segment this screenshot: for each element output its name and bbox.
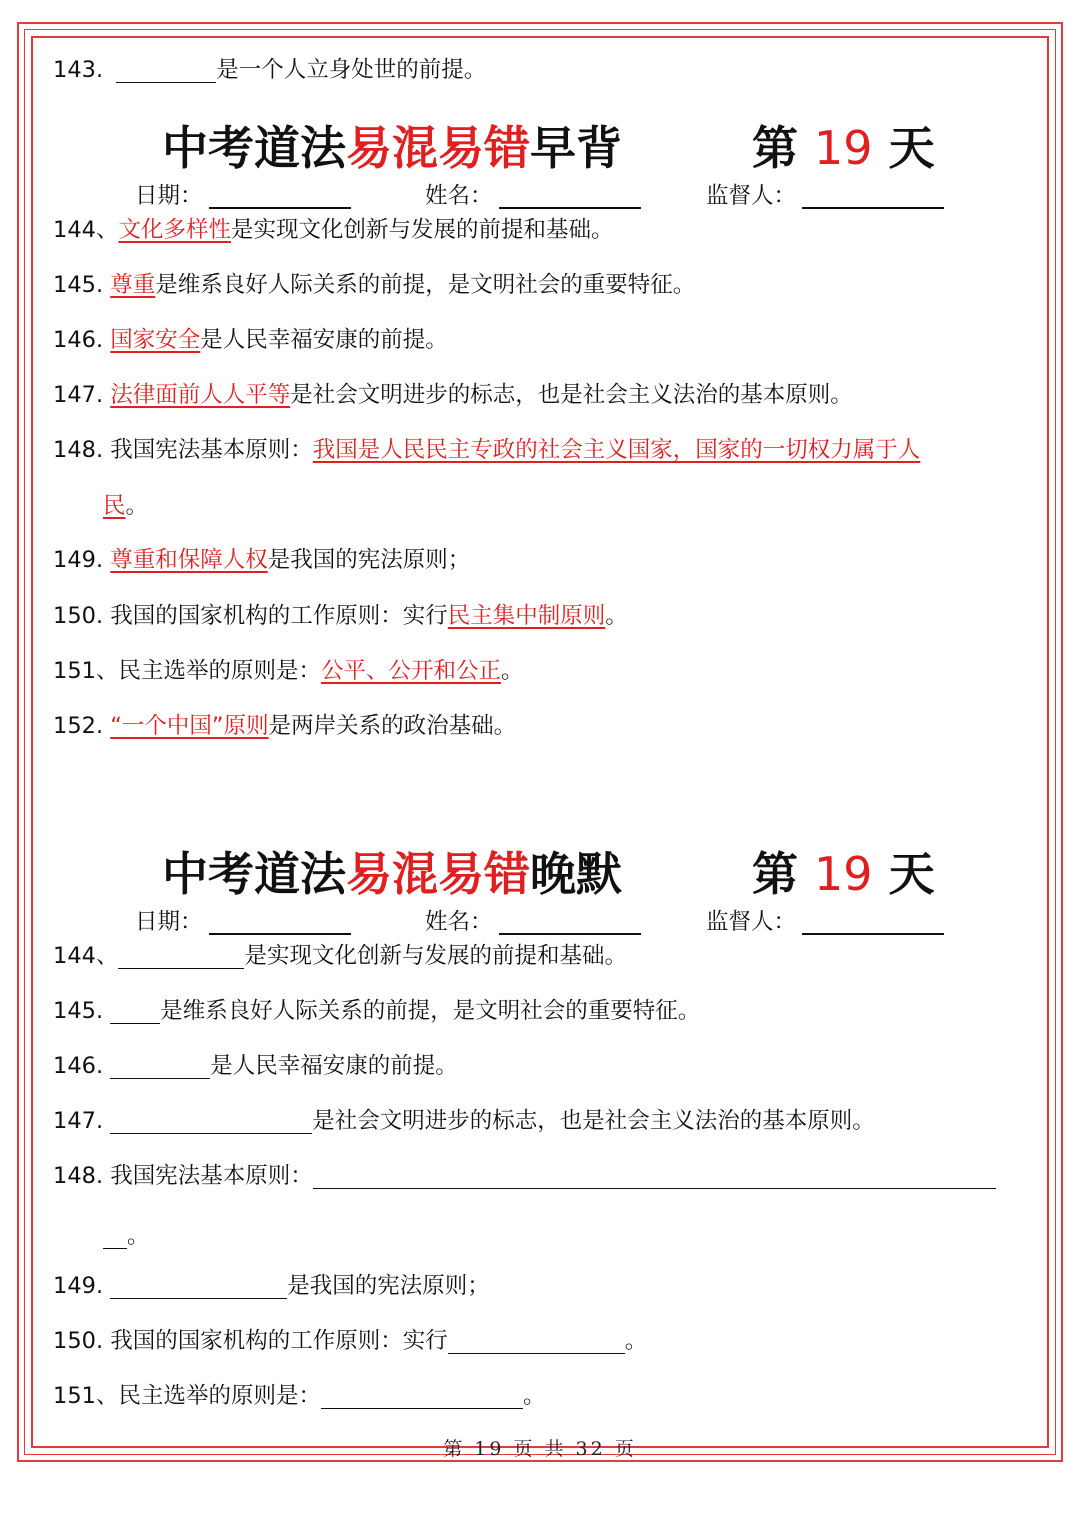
- question-143: 143. 是一个人立身处世的前提。: [53, 57, 487, 83]
- evening-fields: [0, 904, 1080, 936]
- morning-item-146: 146. 国家安全是人民幸福安康的前提。: [53, 327, 448, 353]
- morning-item-149: 149. 尊重和保障人权是我国的宪法原则；: [53, 547, 471, 573]
- supervisor-field[interactable]: 监督人：: [706, 178, 944, 210]
- evening-item-144: 144、 是实现文化创新与发展的前提和基础。: [53, 943, 627, 969]
- answer-blank[interactable]: [118, 944, 244, 969]
- morning-item-152: 152. “一个中国”原则是两岸关系的政治基础。: [53, 713, 517, 739]
- answer-blank[interactable]: [110, 1274, 287, 1299]
- morning-item-151: 151、民主选举的原则是：公平、公开和公正。: [53, 658, 524, 684]
- evening-item-145: 145. 是维系良好人际关系的前提，是文明社会的重要特征。: [53, 998, 701, 1024]
- morning-item-147: 147. 法律面前人人平等是社会文明进步的标志，也是社会主义法治的基本原则。: [53, 382, 853, 408]
- evening-item-147: 147. 是社会文明进步的标志，也是社会主义法治的基本原则。: [53, 1108, 875, 1134]
- answer-blank[interactable]: [313, 1164, 996, 1189]
- morning-item-144: 144、文化多样性是实现文化创新与发展的前提和基础。: [53, 217, 614, 243]
- morning-item-148-cont: 民。: [103, 493, 149, 519]
- answer-blank[interactable]: [110, 1054, 210, 1079]
- morning-item-145: 145. 尊重是维系良好人际关系的前提，是文明社会的重要特征。: [53, 272, 696, 298]
- evening-item-150: 150. 我国的国家机构的工作原则：实行 。: [53, 1328, 648, 1354]
- inner-border: [31, 36, 1049, 1448]
- answer-blank[interactable]: [110, 1109, 312, 1134]
- morning-fields: [0, 178, 1080, 210]
- evening-item-151: 151、民主选举的原则是： 。: [53, 1383, 546, 1409]
- page-footer: 第 19 页 共 32 页: [443, 1438, 637, 1460]
- morning-item-148: 148. 我国宪法基本原则：我国是人民民主专政的社会主义国家，国家的一切权力属于人: [53, 437, 921, 463]
- date-field[interactable]: 日期：: [135, 178, 351, 210]
- evening-item-148-cont: 。: [103, 1221, 150, 1251]
- answer-blank[interactable]: [116, 58, 216, 83]
- answer-blank[interactable]: [103, 1224, 127, 1249]
- answer-blank[interactable]: [321, 1384, 523, 1409]
- name-field[interactable]: 姓名：: [425, 904, 641, 936]
- morning-item-150: 150. 我国的国家机构的工作原则：实行民主集中制原则。: [53, 603, 628, 629]
- date-field[interactable]: 日期：: [135, 904, 351, 936]
- answer-blank[interactable]: [448, 1329, 625, 1354]
- evening-item-146: 146. 是人民幸福安康的前提。: [53, 1053, 458, 1079]
- evening-title: 中考道法易混易错晚默 第 19 天: [162, 847, 935, 901]
- answer-blank[interactable]: [110, 999, 160, 1024]
- name-field[interactable]: 姓名：: [425, 178, 641, 210]
- evening-item-148: 148. 我国宪法基本原则：: [53, 1161, 996, 1191]
- morning-title: 中考道法易混易错早背 第 19 天: [162, 121, 935, 175]
- supervisor-field[interactable]: 监督人：: [706, 904, 944, 936]
- evening-item-149: 149. 是我国的宪法原则；: [53, 1273, 490, 1299]
